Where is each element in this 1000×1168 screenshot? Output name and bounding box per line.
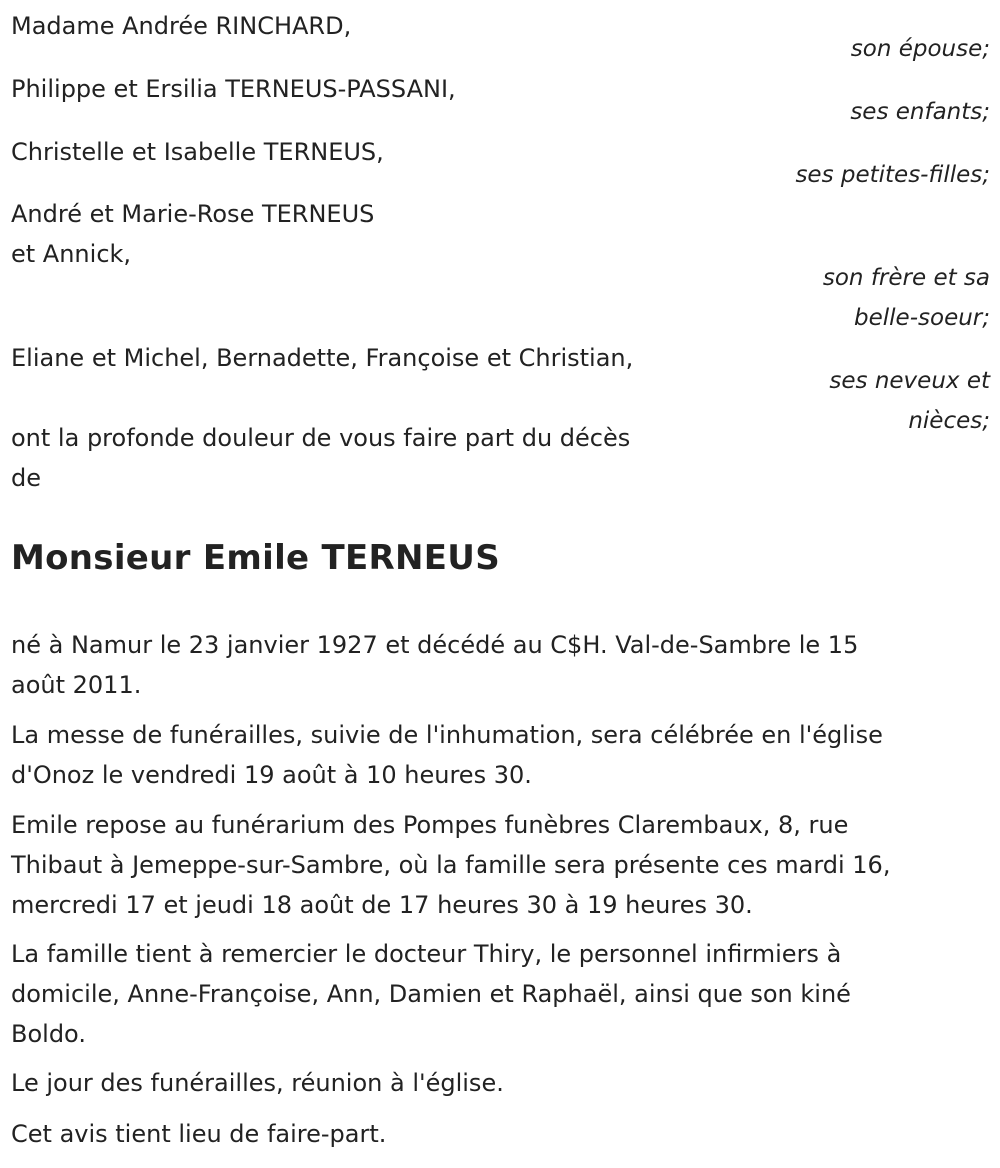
- family-member-nephews: Eliane et Michel, Bernadette, Françoise et Christian,: [11, 344, 634, 372]
- relation-brother: son frère et sa: [822, 265, 990, 291]
- relation-nephews: ses neveux et: [829, 368, 990, 394]
- paragraph-line: mercredi 17 et jeudi 18 août de 17 heures 30 à 19 heures 30.: [11, 891, 753, 919]
- paragraph-line: La famille tient à remercier le docteur Thiry, le personnel infirmiers à: [11, 940, 842, 968]
- paragraph-line: Le jour des funérailles, réunion à l'église.: [11, 1069, 504, 1097]
- family-member-brother-cont: et Annick,: [11, 240, 132, 268]
- paragraph-line: Emile repose au funérarium des Pompes funèbres Clarembaux, 8, rue: [11, 811, 849, 839]
- announcement-text-cont: de: [11, 464, 41, 492]
- deceased-name: Monsieur Emile TERNEUS: [11, 538, 500, 578]
- family-member-children: Philippe et Ersilia TERNEUS-PASSANI,: [11, 75, 456, 103]
- paragraph-line: d'Onoz le vendredi 19 août à 10 heures 30.: [11, 761, 532, 789]
- relation-granddaughters: ses petites-filles;: [795, 162, 990, 188]
- relation-children: ses enfants;: [850, 99, 990, 125]
- paragraph-gathering: [11, 1063, 991, 1103]
- paragraph-funerarium: [11, 805, 991, 925]
- paragraph-line: Boldo.: [11, 1020, 86, 1048]
- paragraph-funeral-mass: [11, 715, 991, 795]
- paragraph-line: Cet avis tient lieu de faire-part.: [11, 1120, 387, 1148]
- relation-spouse: son épouse;: [850, 36, 990, 62]
- family-member-granddaughters: Christelle et Isabelle TERNEUS,: [11, 138, 384, 166]
- announcement-text: ont la profonde douleur de vous faire part du décès: [11, 424, 631, 452]
- family-member-spouse: Madame Andrée RINCHARD,: [11, 12, 352, 40]
- paragraph-line: Thibaut à Jemeppe-sur-Sambre, où la famille sera présente ces mardi 16,: [11, 851, 891, 879]
- paragraph-notice: [11, 1114, 991, 1154]
- family-member-brother: André et Marie-Rose TERNEUS: [11, 200, 375, 228]
- paragraph-line: né à Namur le 23 janvier 1927 et décédé au C$H. Val-de-Sambre le 15: [11, 631, 859, 659]
- paragraph-line: août 2011.: [11, 671, 142, 699]
- relation-brother-cont: belle-soeur;: [854, 305, 990, 331]
- paragraph-line: domicile, Anne-Françoise, Ann, Damien et Raphaël, ainsi que son kiné: [11, 980, 851, 1008]
- paragraph-birth-death: [11, 625, 991, 705]
- relation-nephews-cont: nièces;: [908, 408, 990, 434]
- paragraph-thanks: [11, 934, 991, 1054]
- paragraph-line: La messe de funérailles, suivie de l'inhumation, sera célébrée en l'église: [11, 721, 883, 749]
